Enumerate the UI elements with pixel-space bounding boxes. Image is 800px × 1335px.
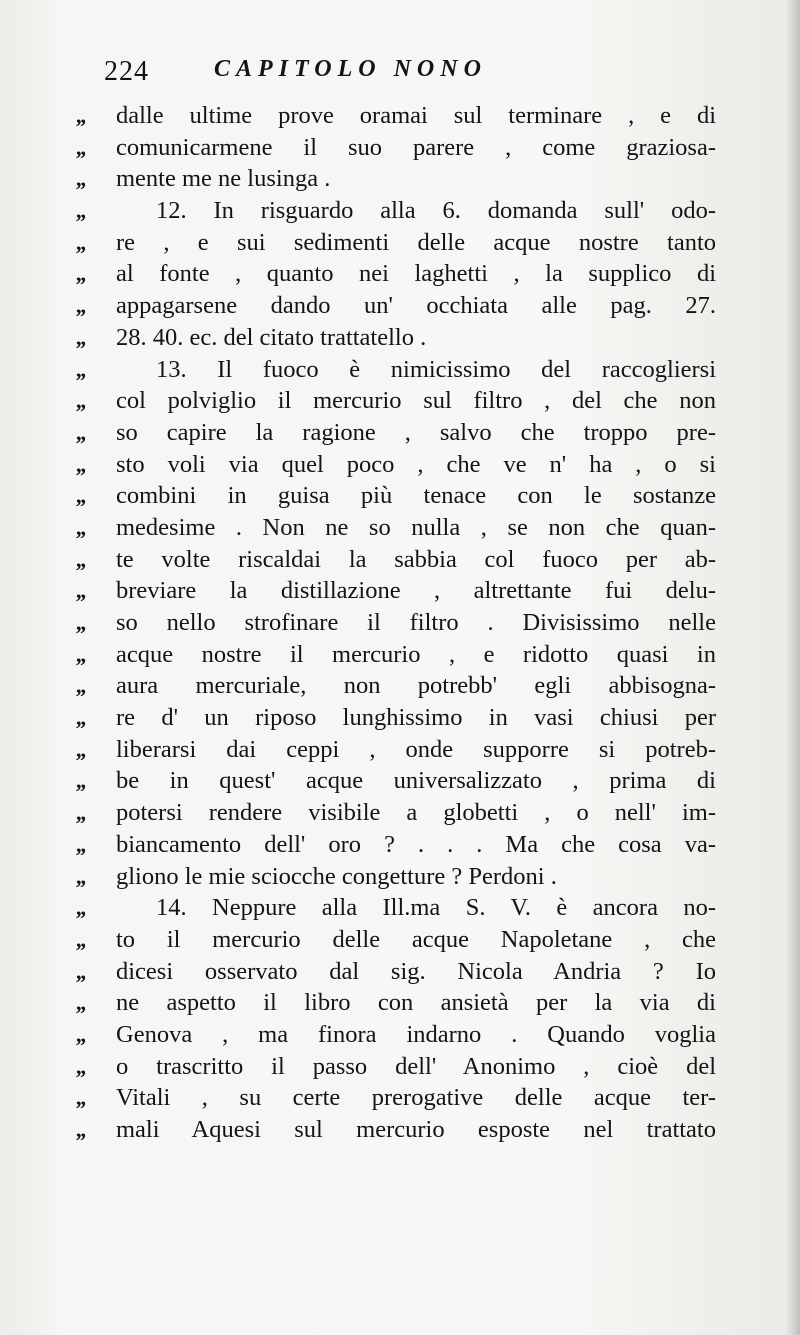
line-text: biancamento dell' oro ? . . . Ma che cosa va- — [116, 830, 716, 858]
text-line — [76, 702, 716, 734]
line-text: Genova , ma finora indarno . Quando voglia — [116, 1020, 716, 1048]
quotation-mark: ,, — [76, 546, 85, 572]
line-text: 14. Neppure alla Ill.ma S. V. è ancora no- — [156, 894, 716, 922]
text-line — [76, 1114, 716, 1146]
quotation-mark: ,, — [76, 895, 85, 921]
text-line — [76, 322, 716, 354]
text-line — [76, 100, 716, 132]
text-line — [76, 892, 716, 924]
page-number: 224 — [104, 56, 149, 87]
line-text: acque nostre il mercurio , e ridotto quasi in — [116, 640, 716, 668]
quotation-mark: ,, — [76, 1021, 85, 1047]
running-head: CAPITOLO NONO — [214, 56, 487, 82]
quotation-mark: ,, — [76, 483, 85, 509]
quotation-mark: ,, — [76, 356, 85, 382]
text-line — [76, 227, 716, 259]
quotation-mark: ,, — [76, 166, 85, 192]
quotation-mark: ,, — [76, 768, 85, 794]
quotation-mark: ,, — [76, 103, 85, 128]
line-text: aura mercuriale, non potrebb' egli abbisogna- — [116, 672, 716, 700]
quotation-mark: ,, — [76, 1117, 85, 1142]
line-text: so capire la ragione , salvo che troppo pre- — [116, 418, 716, 446]
line-text: 12. In risguardo alla 6. domanda sull' odo- — [156, 197, 716, 225]
quotation-mark: ,, — [76, 641, 85, 667]
quotation-mark: ,, — [76, 261, 85, 287]
text-line — [76, 861, 716, 893]
quotation-mark: ,, — [76, 198, 85, 224]
quotation-mark: ,, — [76, 514, 85, 540]
quotation-mark: ,, — [76, 863, 85, 889]
quotation-mark: ,, — [76, 673, 85, 699]
line-text: sto voli via quel poco , che ve n' ha , o si — [116, 450, 716, 478]
line-text: 28. 40. ec. del citato trattatello . — [116, 323, 427, 351]
text-line — [76, 765, 716, 797]
text-line — [76, 670, 716, 702]
line-text: dicesi osservato dal sig. Nicola Andria ? Io — [116, 957, 716, 985]
line-text: to il mercurio delle acque Napoletane , che — [116, 925, 716, 953]
text-line — [76, 639, 716, 671]
quotation-mark: ,, — [76, 451, 85, 477]
line-text: o trascritto il passo dell' Anonimo , cioè del — [116, 1052, 716, 1080]
line-text: appagarsene dando un' occhiata alle pag. 27. — [116, 292, 716, 320]
line-text: re , e sui sedimenti delle acque nostre tanto — [116, 228, 716, 256]
quotation-mark: ,, — [76, 324, 85, 350]
line-text: be in quest' acque universalizzato , prima di — [116, 767, 716, 795]
line-text: 13. Il fuoco è nimicissimo del raccogliersi — [156, 355, 716, 383]
text-line — [76, 385, 716, 417]
quotation-mark: ,, — [76, 831, 85, 857]
line-text: so nello strofinare il filtro . Divisissimo nelle — [116, 609, 716, 636]
text-line — [76, 956, 716, 988]
line-text: liberarsi dai ceppi , onde supporre si potreb- — [116, 735, 716, 763]
line-text: combini in guisa più tenace con le sostanze — [116, 482, 716, 510]
quotation-mark: ,, — [76, 610, 85, 635]
text-line — [76, 734, 716, 766]
quotation-mark: ,, — [76, 958, 85, 984]
quotation-mark: ,, — [76, 293, 85, 319]
quotation-mark: ,, — [76, 800, 85, 826]
text-line — [76, 163, 716, 195]
line-text: te volte riscaldai la sabbia col fuoco per ab- — [116, 545, 716, 573]
quotation-mark: ,, — [76, 388, 85, 414]
page-header — [104, 52, 704, 92]
line-text: ne aspetto il libro con ansietà per la via di — [116, 989, 716, 1017]
quotation-mark: ,, — [76, 229, 85, 255]
text-line — [76, 480, 716, 512]
quotation-mark: ,, — [76, 134, 85, 160]
quotation-mark: ,, — [76, 419, 85, 445]
line-text: col polviglio il mercurio sul filtro , del che non — [116, 387, 716, 415]
line-text: mali Aquesi sul mercurio esposte nel trattato — [116, 1116, 716, 1143]
line-text: medesime . Non ne so nulla , se non che quan- — [116, 513, 716, 541]
line-text: re d' un riposo lunghissimo in vasi chiusi per — [116, 704, 716, 732]
line-text: comunicarmene il suo parere , come graziosa- — [116, 133, 716, 161]
text-line — [76, 797, 716, 829]
line-text: dalle ultime prove oramai sul terminare , e di — [116, 102, 716, 129]
line-text: breviare la distillazione , altrettante fui delu- — [116, 577, 716, 605]
text-line — [76, 258, 716, 290]
quotation-mark: ,, — [76, 990, 85, 1016]
text-line — [76, 829, 716, 861]
text-line — [76, 354, 716, 386]
text-line — [76, 290, 716, 322]
text-line — [76, 449, 716, 481]
text-line — [76, 575, 716, 607]
text-line — [76, 1082, 716, 1114]
line-text: potersi rendere visibile a globetti , o nell' im- — [116, 799, 716, 827]
text-line — [76, 544, 716, 576]
quotation-mark: ,, — [76, 578, 85, 604]
text-line — [76, 924, 716, 956]
quotation-mark: ,, — [76, 926, 85, 952]
line-text: gliono le mie sciocche congetture ? Perdoni . — [116, 862, 557, 890]
body-text — [76, 100, 716, 1146]
text-line — [76, 987, 716, 1019]
text-line — [76, 195, 716, 227]
text-line — [76, 417, 716, 449]
text-line — [76, 1051, 716, 1083]
text-line — [76, 1019, 716, 1051]
quotation-mark: ,, — [76, 736, 85, 762]
text-line — [76, 132, 716, 164]
text-line — [76, 512, 716, 544]
line-text: Vitali , su certe prerogative delle acque ter- — [116, 1084, 716, 1112]
quotation-mark: ,, — [76, 705, 85, 731]
quotation-mark: ,, — [76, 1085, 85, 1111]
page-edge-shadow — [786, 0, 800, 1335]
quotation-mark: ,, — [76, 1053, 85, 1079]
line-text: mente me ne lusinga . — [116, 165, 331, 193]
text-line — [76, 607, 716, 639]
line-text: al fonte , quanto nei laghetti , la supplico di — [116, 260, 716, 288]
